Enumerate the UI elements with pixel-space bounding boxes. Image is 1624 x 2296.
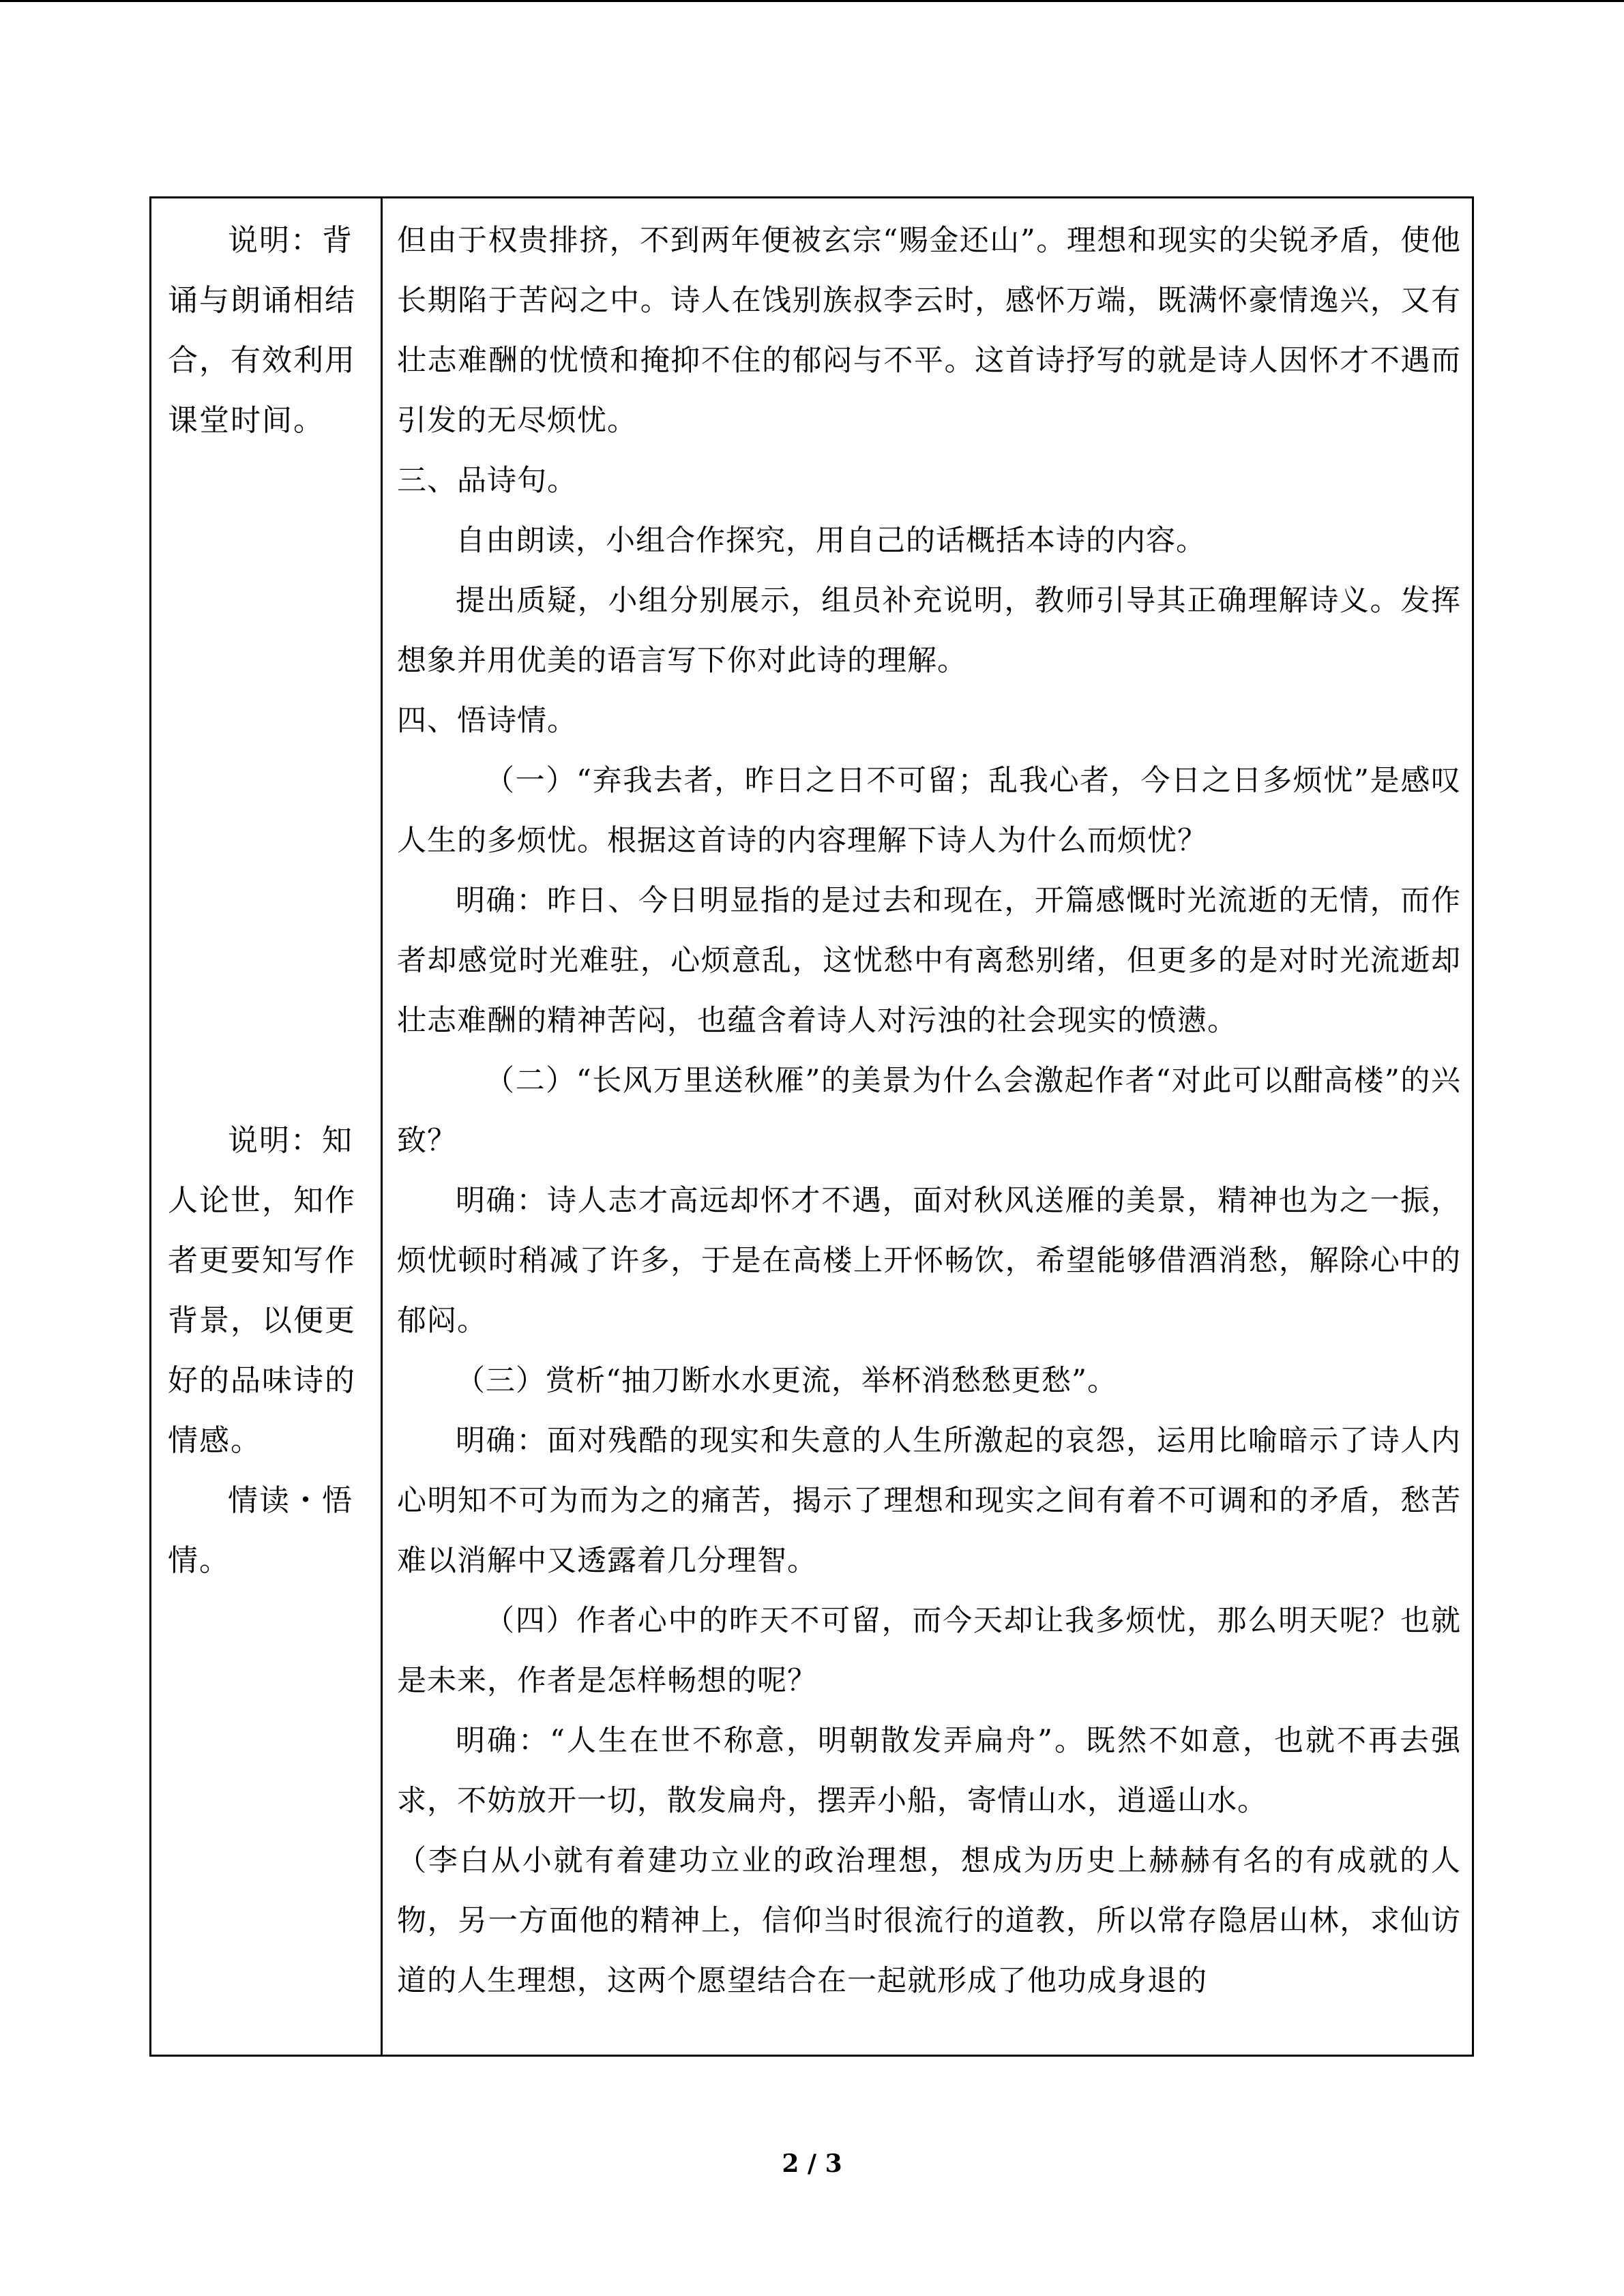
paragraph-question: 提出质疑，小组分别展示，组员补充说明，教师引导其正确理解诗义。发挥想象并用优美的语言写下你对此诗的理解。 bbox=[397, 584, 1461, 678]
answer-1: 明确：昨日、今日明显指的是过去和现在，开篇感慨时光流逝的无情，而作者却感觉时光难驻，心烦意乱，这忧愁中有离愁别绪，但更多的是对时光流逝却壮志难酬的精神苦闷，也蕴含着诗人对污浊的社会现实的愤懑。 bbox=[397, 884, 1461, 1038]
note-emotion: 情读・悟情。 bbox=[168, 1483, 353, 1578]
question-2: （二）“长风万里送秋雁”的美景为什么会激起作者“对此可以酣高楼”的兴致？ bbox=[397, 1064, 1461, 1158]
page-number: 2 / 3 bbox=[782, 2149, 842, 2178]
note-background: 说明：知人论世，知作者更要知写作背景，以便更好的品味诗的情感。 bbox=[168, 1123, 356, 1458]
answer-2: 明确：诗人志才高远却怀才不遇，面对秋风送雁的美景，精神也为之一振，烦忧顿时稍减了许多，于是在高楼上开怀畅饮，希望能够借酒消愁，解除心中的郁闷。 bbox=[397, 1184, 1461, 1338]
section-heading-4: 四、悟诗情。 bbox=[397, 704, 577, 738]
paragraph-read: 自由朗读，小组合作探究，用自己的话概括本诗的内容。 bbox=[456, 524, 1206, 558]
question-1: （一）“弃我去者，昨日之日不可留；乱我心者，今日之日多烦忧”是感叹人生的多烦忧。根据这首诗的内容理解下诗人为什么而烦忧？ bbox=[397, 764, 1461, 858]
paragraph-background: （李白从小就有着建功立业的政治理想，想成为历史上赫赫有名的有成就的人物，另一方面他的精神上，信仰当时很流行的道教，所以常存隐居山林，求仙访道的人生理想，这两个愿望结合在一起就形成了他功成身退的 bbox=[397, 1844, 1461, 1998]
question-3: （三）赏析“抽刀断水水更流，举杯消愁愁更愁”。 bbox=[456, 1364, 1117, 1398]
paragraph-intro: 但由于权贵排挤，不到两年便被玄宗“赐金还山”。理想和现实的尖锐矛盾，使他长期陷于苦闷之中。诗人在饯别族叔李云时，感怀万端，既满怀豪情逸兴，又有壮志难酬的忧愤和掩抑不住的郁闷与不平。这首诗抒写的就是诗人因怀才不遇而引发的无尽烦忧。 bbox=[397, 224, 1461, 438]
column-divider bbox=[381, 198, 383, 2055]
note-recitation: 说明：背诵与朗诵相结合，有效利用课堂时间。 bbox=[168, 223, 356, 438]
section-heading-3: 三、品诗句。 bbox=[397, 464, 577, 498]
answer-4: 明确：“人生在世不称意，明朝散发弄扁舟”。既然不如意，也就不再去强求，不妨放开一切，散发扁舟，摆弄小船，寄情山水，逍遥山水。 bbox=[397, 1724, 1461, 1818]
content-column bbox=[397, 211, 1461, 2011]
notes-column bbox=[168, 211, 372, 1591]
lesson-table bbox=[149, 196, 1474, 2057]
answer-3: 明确：面对残酷的现实和失意的人生所激起的哀怨，运用比喻暗示了诗人内心明知不可为而为之的痛苦，揭示了理想和现实之间有着不可调和的矛盾，愁苦难以消解中又透露着几分理智。 bbox=[397, 1424, 1461, 1578]
question-4: （四）作者心中的昨天不可留，而今天却让我多烦忧，那么明天呢？也就是未来，作者是怎样畅想的呢？ bbox=[397, 1604, 1461, 1698]
page-top-rule bbox=[0, 0, 1624, 2]
